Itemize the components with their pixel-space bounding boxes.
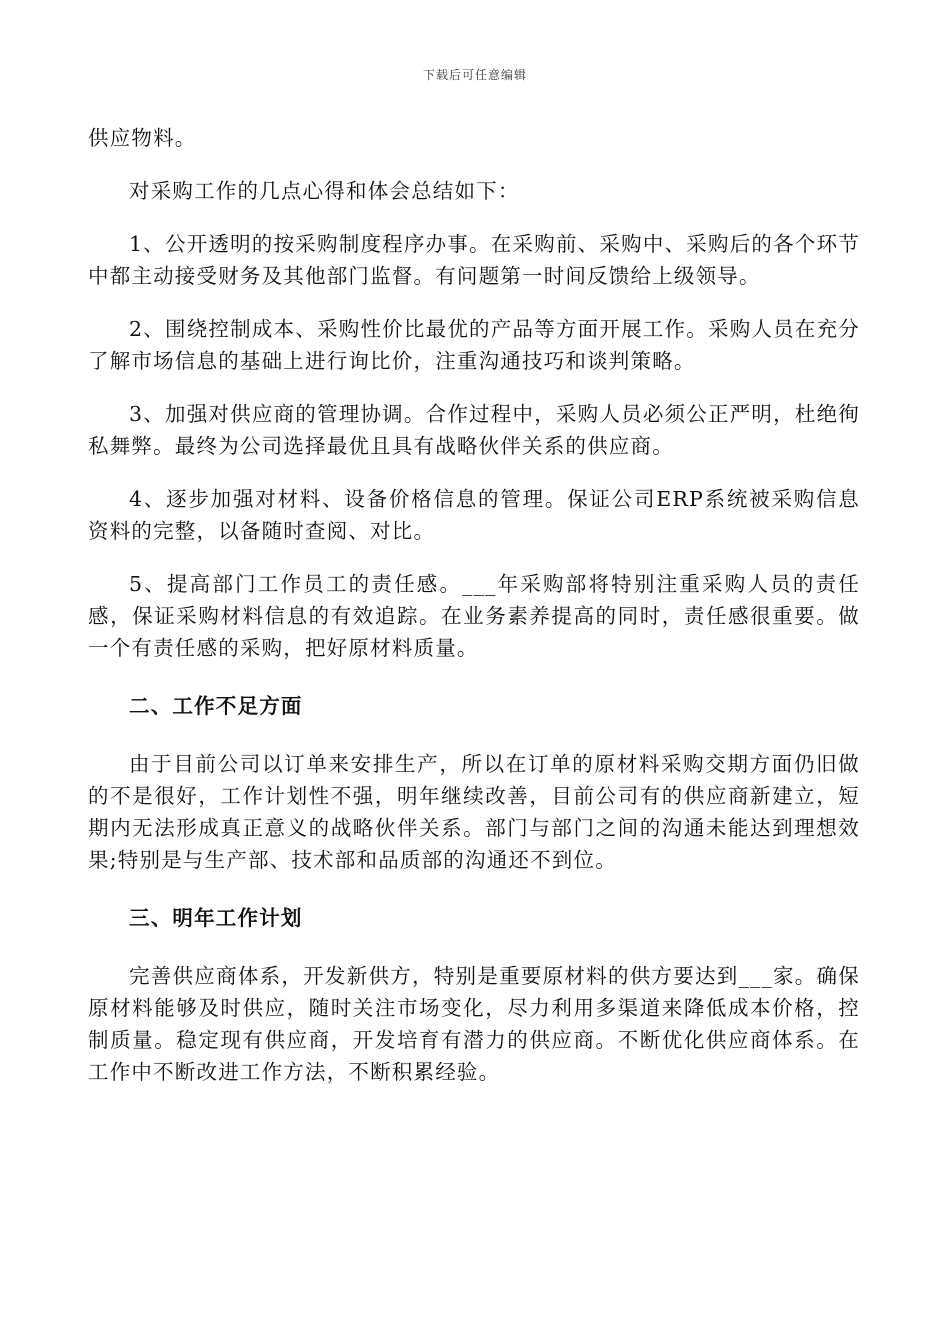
paragraph-8: 由于目前公司以订单来安排生产，所以在订单的原材料采购交期方面仍旧做的不是很好，工作计划性不强，明年继续改善，目前公司有的供应商新建立，短期内无法形成真正意义的战略伙伴关系。部门与部门之间的沟通未能达到理想效果;特别是与生产部、技术部和品质部的沟通还不到位。 — [88, 752, 860, 872]
paragraph-1: 供应物料。 — [88, 126, 197, 150]
paragraph-3: 1、公开透明的按采购制度程序办事。在采购前、采购中、采购后的各个环节中都主动接受财务及其他部门监督。有问题第一时间反馈给上级领导。 — [88, 232, 860, 288]
paragraph-4: 2、围绕控制成本、采购性价比最优的产品等方面开展工作。采购人员在充分了解市场信息的基础上进行询比价，注重沟通技巧和谈判策略。 — [88, 317, 860, 373]
section-heading-3: 三、明年工作计划 — [129, 906, 303, 930]
paragraph-9: 完善供应商体系，开发新供方，特别是重要原材料的供方要达到___家。确保原材料能够及时供应，随时关注市场变化，尽力利用多渠道来降低成本价格，控制质量。稳定现有供应商，开发培育有潜力的供应商。不断优化供应商体系。在工作中不断改进工作方法，不断积累经验。 — [88, 964, 860, 1084]
paragraph-6: 4、逐步加强对材料、设备价格信息的管理。保证公司ERP系统被采购信息资料的完整，以备随时查阅、对比。 — [88, 487, 860, 543]
document-body — [88, 122, 860, 1109]
page-header: 下载后可任意编辑 — [422, 68, 527, 82]
paragraph-5: 3、加强对供应商的管理协调。合作过程中，采购人员必须公正严明，杜绝徇私舞弊。最终为公司选择最优且具有战略伙伴关系的供应商。 — [88, 402, 860, 458]
section-heading-2: 二、工作不足方面 — [129, 694, 303, 718]
paragraph-2: 对采购工作的几点心得和体会总结如下： — [129, 179, 520, 203]
paragraph-7: 5、提高部门工作员工的责任感。___年采购部将特别注重采购人员的责任感，保证采购材料信息的有效追踪。在业务素养提高的同时，责任感很重要。做一个有责任感的采购，把好原材料质量。 — [88, 572, 860, 660]
